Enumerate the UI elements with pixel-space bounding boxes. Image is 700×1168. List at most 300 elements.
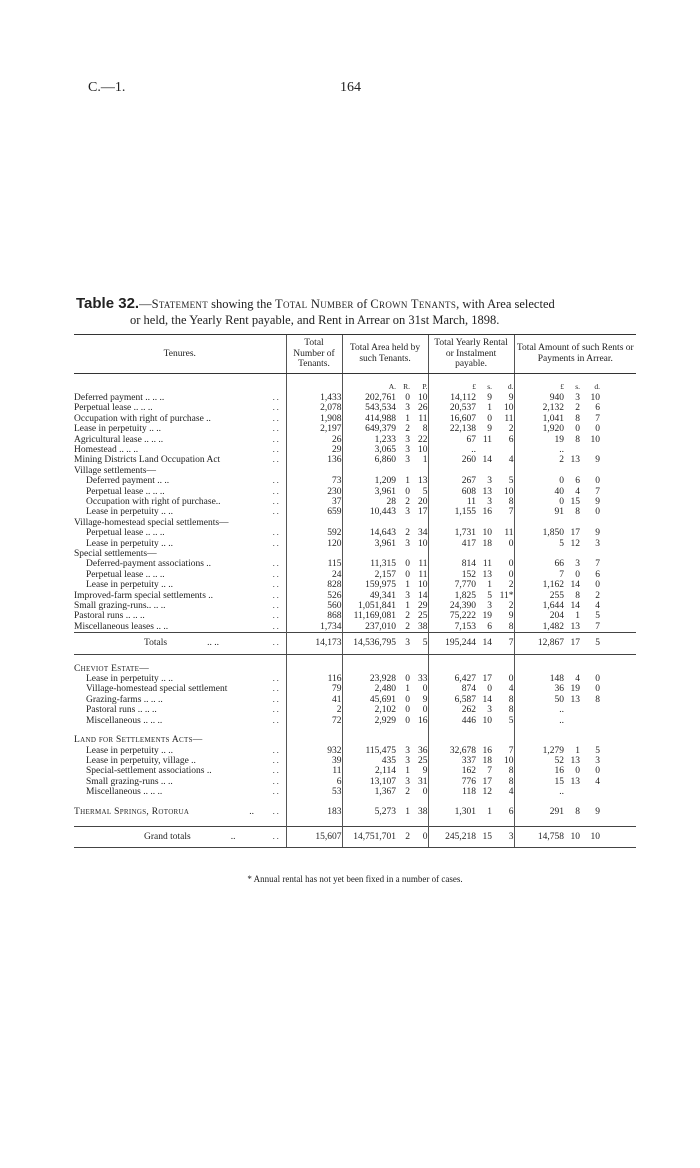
tenants-cell: 115 (286, 559, 342, 569)
leader-dots: . . (272, 755, 279, 765)
row-label: Village-homestead special settlements— (74, 517, 229, 528)
table-row (74, 705, 636, 715)
area-roods-cell: 2 (405, 424, 410, 435)
spacer-cell (266, 817, 286, 827)
spacer-cell (428, 817, 476, 827)
rental-pounds-cell: 608 (428, 487, 476, 497)
leader-dots: . . (272, 559, 279, 569)
arrear-pounds-cell: 40 (514, 487, 564, 497)
arrear-pence-cell: 0 (595, 674, 601, 685)
label-dots: .. (249, 806, 254, 817)
leader-dots: . . (272, 392, 279, 402)
rental-shillings-cell: 10 (482, 715, 493, 726)
spacer-cell (600, 674, 636, 684)
area-perches-cell: 16 (418, 715, 428, 726)
rental-pence-cell: 8 (508, 766, 514, 777)
leader-dots: . . (272, 674, 279, 684)
table-row (74, 695, 636, 705)
arrear-shillings-cell (564, 518, 580, 528)
section-heading-row (74, 466, 636, 476)
leader-dots: . . (272, 476, 279, 486)
arrear-pence-cell: 9 (595, 496, 601, 507)
rental-shillings-cell (476, 518, 492, 528)
rental-pounds-cell: 195,244 (428, 633, 476, 654)
arrear-shillings-cell: 4 (575, 486, 581, 497)
arrear-pounds-cell: 5 (514, 539, 564, 549)
rental-pounds-cell: 20,537 (428, 403, 476, 413)
arrear-shillings-cell: 13 (570, 755, 581, 766)
arrear-shillings-cell: 8 (575, 507, 581, 518)
section-heading-row (74, 735, 636, 745)
arrear-pence-cell: 7 (595, 621, 601, 632)
rental-shillings-cell: 11 (482, 559, 493, 570)
tenants-cell: 1,734 (286, 622, 342, 633)
arrear-pence-cell: 0 (595, 476, 601, 487)
area-roods-cell: 1 (405, 413, 410, 424)
leader-dots: . . (272, 745, 279, 755)
spacer-cell (74, 798, 266, 807)
leader-dots: . . (272, 528, 279, 538)
rental-pounds-cell: 16,607 (428, 414, 476, 424)
arrear-shillings-cell (564, 735, 580, 745)
section-heading-text: Thermal Springs, Rotorua (74, 806, 190, 817)
table-row (74, 787, 636, 797)
arrear-pence-cell (580, 716, 600, 726)
tenants-cell: 24 (286, 570, 342, 580)
row-label: Perpetual lease .. .. .. (74, 403, 153, 414)
area-roods-cell: 1 (405, 806, 410, 817)
rental-pounds-cell: 1,301 (428, 807, 476, 817)
leader-dots: . . (272, 766, 279, 776)
rental-shillings-cell: 16 (482, 745, 493, 756)
area-roods-cell: 0 (405, 674, 410, 685)
area-acres-cell (342, 549, 396, 559)
area-acres-cell: 237,010 (342, 622, 396, 633)
area-perches-cell: 25 (418, 611, 428, 622)
rental-shillings-cell: 15 (476, 826, 492, 847)
unit-perches: P. (422, 381, 428, 391)
rental-shillings-cell (476, 445, 492, 455)
leader-dots: . . (272, 715, 279, 725)
label-dots: .. (230, 831, 236, 842)
tenants-cell: 230 (286, 487, 342, 497)
arrear-pounds-cell: 16 (514, 766, 564, 776)
row-label: Grazing-farms .. .. .. (86, 694, 163, 705)
tenants-cell: 560 (286, 601, 342, 611)
leader-dots: . . (272, 486, 279, 496)
spacer-cell (600, 403, 636, 413)
rental-pence-cell: 11 (504, 413, 514, 424)
rental-shillings-cell: 3 (487, 476, 493, 487)
rental-pounds-cell: 6,587 (428, 695, 476, 705)
area-acres-cell: 14,643 (342, 528, 396, 538)
unit-acres: A. (342, 373, 396, 393)
arrear-pence-cell (580, 705, 600, 715)
area-perches-cell: 38 (418, 621, 428, 632)
unit-pence: d. (507, 381, 514, 391)
arrear-shillings-cell: 2 (575, 403, 581, 414)
arrear-shillings-cell: 8 (575, 806, 581, 817)
thermal-springs-row (74, 807, 636, 817)
rental-pence-cell (492, 445, 514, 455)
tenants-cell: 1,433 (286, 393, 342, 403)
rental-pence-cell: 10 (504, 755, 514, 766)
rental-pounds-cell: 14,112 (428, 393, 476, 403)
rental-pence-cell: 8 (508, 776, 514, 787)
row-label: Lease in perpetuity, village .. (86, 755, 196, 766)
tenants-cell: 592 (286, 528, 342, 538)
area-roods-cell: 0 (405, 705, 410, 716)
area-acres-cell: 13,107 (342, 777, 396, 787)
spacer-cell (410, 726, 428, 735)
tenants-cell: 79 (286, 684, 342, 694)
spacer-cell (396, 798, 410, 807)
arrear-pence-cell: 5 (595, 745, 601, 756)
arrear-pounds-cell: 1,644 (514, 601, 564, 611)
area-perches-cell: 5 (422, 486, 428, 497)
area-roods-cell: 3 (405, 745, 410, 756)
arrear-pounds-cell: 148 (514, 674, 564, 684)
table-row (74, 559, 636, 569)
rental-pence-cell: 5 (508, 476, 514, 487)
area-perches-cell: 26 (418, 403, 428, 414)
spacer-cell (396, 654, 410, 664)
spacer-cell (600, 393, 636, 403)
arrear-pence-cell: 9 (595, 806, 601, 817)
spacer-cell (600, 807, 636, 817)
rental-shillings-cell: 5 (487, 590, 493, 601)
arrear-pence-cell: 4 (595, 601, 601, 612)
title-total-number: Total Number (275, 297, 354, 311)
area-acres-cell: 435 (342, 756, 396, 766)
area-acres-cell: 14,751,701 (342, 826, 396, 847)
tenants-cell (286, 735, 342, 745)
leader-dots: . . (272, 806, 279, 816)
area-roods-cell (396, 549, 410, 559)
rental-pence-cell: 0 (508, 569, 514, 580)
rental-pounds-cell: 814 (428, 559, 476, 569)
arrear-pounds-cell: 52 (514, 756, 564, 766)
arrear-pounds-cell: .. (514, 716, 564, 726)
area-roods-cell: 3 (405, 403, 410, 414)
leader-dots: . . (272, 413, 279, 423)
arrear-shillings-cell: 13 (570, 776, 581, 787)
arrear-pence-cell: 0 (595, 684, 601, 695)
row-label: Special-settlement associations .. (86, 766, 212, 777)
rental-pence-cell: 0 (508, 538, 514, 549)
table-row (74, 476, 636, 486)
arrear-pounds-cell: 1,041 (514, 414, 564, 424)
rental-pence-cell: 4 (508, 684, 514, 695)
spacer-cell (564, 654, 580, 664)
arrear-pence-cell (580, 445, 600, 455)
unit-roods: R. (403, 381, 410, 391)
rental-shillings-cell: 14 (476, 633, 492, 654)
rental-pence-cell: 0 (508, 674, 514, 685)
rental-pounds-cell: 267 (428, 476, 476, 486)
leader-dots (266, 664, 286, 674)
arrear-pounds-cell: 12,867 (514, 633, 564, 654)
spacer-cell (600, 766, 636, 776)
arrear-shillings-cell: 17 (564, 633, 580, 654)
spacer-cell (600, 746, 636, 756)
table-row (74, 497, 636, 507)
arrear-shillings-cell (564, 445, 580, 455)
tenants-cell: 41 (286, 695, 342, 705)
area-perches-cell (410, 466, 428, 476)
arrear-pence-cell: 0 (595, 766, 601, 777)
area-perches-cell: 33 (418, 674, 428, 685)
table-row (74, 414, 636, 424)
tenants-cell: 26 (286, 435, 342, 445)
arrear-pence-cell: 6 (595, 403, 601, 414)
arrear-shillings-cell: 13 (570, 694, 581, 705)
arrear-shillings-cell (564, 716, 580, 726)
rental-shillings-cell (476, 466, 492, 476)
rental-pence-cell: 7 (508, 507, 514, 518)
row-label: Lease in perpetuity .. .. (74, 424, 162, 435)
spacer-cell (286, 654, 342, 664)
section-heading-row (74, 549, 636, 559)
area-roods-cell: 3 (396, 633, 410, 654)
section-heading-text: Cheviot Estate— (74, 663, 150, 674)
rental-pence-cell: 9 (508, 611, 514, 622)
column-header-arrear: Total Amount of such Rents or Payments in Arrear. (514, 335, 636, 374)
leader-dots: . . (272, 787, 279, 797)
arrear-pounds-cell: 91 (514, 507, 564, 517)
area-roods-cell: 1 (405, 580, 410, 591)
table-header-row (74, 335, 636, 374)
row-label: Perpetual lease .. .. .. (86, 569, 165, 580)
table-row (74, 528, 636, 538)
rental-shillings-cell: 1 (487, 580, 493, 591)
rental-shillings-cell: 12 (482, 787, 493, 798)
area-perches-cell: 11 (418, 413, 428, 424)
rental-pence-cell: 6 (508, 806, 514, 817)
area-acres-cell (342, 466, 396, 476)
row-label: Occupation with right of purchase .. (74, 413, 211, 424)
area-perches-cell: 9 (422, 694, 428, 705)
rental-pence-cell: 0 (508, 559, 514, 570)
arrear-pounds-cell: 2 (514, 455, 564, 465)
arrear-shillings-cell: 0 (575, 424, 581, 435)
area-acres-cell: 3,961 (342, 539, 396, 549)
arrear-pounds-cell (514, 664, 564, 674)
area-acres-cell: 1,209 (342, 476, 396, 486)
arrear-pence-cell: 0 (595, 507, 601, 518)
spacer-cell (492, 726, 514, 735)
area-roods-cell: 3 (405, 444, 410, 455)
rental-shillings-cell: 16 (482, 507, 493, 518)
spacer-cell (564, 817, 580, 827)
arrear-pence-cell (580, 787, 600, 797)
row-label: Lease in perpetuity .. .. (86, 580, 174, 591)
totals-row (74, 633, 636, 654)
arrear-shillings-cell: 14 (570, 601, 581, 612)
spacer-cell (266, 726, 286, 735)
area-perches-cell: 38 (418, 806, 428, 817)
title-text: of (353, 297, 371, 311)
spacer-cell (514, 798, 564, 807)
title-text: showing the (208, 297, 276, 311)
spacer-cell (600, 611, 636, 621)
area-roods-cell: 2 (405, 611, 410, 622)
tenants-cell: 136 (286, 455, 342, 465)
spacer-cell (600, 654, 636, 664)
spacer-cell (600, 817, 636, 827)
tenants-cell: 73 (286, 476, 342, 486)
row-label: Pastoral runs .. .. .. (74, 611, 145, 622)
spacer-cell (600, 497, 636, 507)
spacer-cell (600, 539, 636, 549)
arrear-pence-cell: 5 (595, 611, 601, 622)
spacer-cell (492, 817, 514, 827)
table-row (74, 580, 636, 590)
spacer-cell (342, 798, 396, 807)
rental-pence-cell (492, 664, 514, 674)
spacer-cell (580, 817, 600, 827)
rental-shillings-cell: 3 (487, 601, 493, 612)
table-row (74, 777, 636, 787)
arrear-pence-cell (580, 735, 600, 745)
area-roods-cell: 3 (405, 776, 410, 787)
leader-dots: . . (266, 826, 286, 847)
area-roods-cell: 3 (405, 590, 410, 601)
area-roods-cell: 0 (405, 694, 410, 705)
rental-pounds-cell (428, 518, 476, 528)
area-perches-cell (410, 549, 428, 559)
spacer-cell (286, 817, 342, 827)
row-label: Perpetual lease .. .. .. (86, 528, 165, 539)
rental-shillings-cell: 1 (487, 403, 493, 414)
spacer-cell (428, 726, 476, 735)
area-perches-cell (410, 735, 428, 745)
units-row (74, 373, 636, 393)
rental-pounds-cell (428, 549, 476, 559)
table-row (74, 746, 636, 756)
arrear-pence-cell: 7 (595, 559, 601, 570)
spacer-cell (564, 798, 580, 807)
table-row (74, 674, 636, 684)
column-header-tenants: Total Number of Tenants. (286, 335, 342, 374)
area-perches-cell: 36 (418, 745, 428, 756)
rental-pence-cell: 7 (492, 633, 514, 654)
spacer-cell (514, 817, 564, 827)
rental-pounds-cell: 11 (428, 497, 476, 507)
arrear-pence-cell: 10 (590, 392, 601, 403)
row-label (74, 633, 266, 654)
spacer-cell (600, 684, 636, 694)
area-acres-cell: 45,691 (342, 695, 396, 705)
spacer-row (74, 817, 636, 827)
rental-pence-cell: 8 (508, 705, 514, 716)
arrear-shillings-cell: 13 (570, 455, 581, 466)
area-perches-cell: 14 (418, 590, 428, 601)
row-label: Small grazing-runs .. .. (86, 776, 173, 787)
arrear-pounds-cell: 36 (514, 684, 564, 694)
spacer-cell (564, 726, 580, 735)
rental-shillings-cell: 18 (482, 755, 493, 766)
area-perches-cell: 10 (418, 538, 428, 549)
row-label: Lease in perpetuity .. .. (86, 745, 174, 756)
row-label: Occupation with right of purchase.. (86, 496, 221, 507)
table-title-line-2: or held, the Yearly Rent payable, and Rent in Arrear on 31st March, 1898. (130, 313, 500, 327)
tenants-cell: 120 (286, 539, 342, 549)
area-acres-cell: 2,929 (342, 716, 396, 726)
rental-shillings-cell: 0 (487, 684, 493, 695)
spacer-cell (410, 798, 428, 807)
unit-pounds: £ (428, 373, 476, 393)
rental-pounds-cell: 1,155 (428, 507, 476, 517)
arrear-pence-cell: 0 (595, 580, 601, 591)
rental-shillings-cell (476, 664, 492, 674)
rental-pence-cell: 4 (508, 787, 514, 798)
arrear-shillings-cell: 1 (575, 611, 581, 622)
rental-pence-cell: 2 (508, 601, 514, 612)
area-roods-cell: 2 (405, 496, 410, 507)
rental-shillings-cell: 13 (482, 486, 493, 497)
arrear-pence-cell (580, 466, 600, 476)
arrear-shillings-cell: 15 (570, 496, 581, 507)
arrear-pence-cell (580, 664, 600, 674)
arrear-pounds-cell (514, 466, 564, 476)
arrear-shillings-cell: 6 (575, 476, 581, 487)
area-acres-cell: 10,443 (342, 507, 396, 517)
spacer-cell (580, 798, 600, 807)
arrear-shillings-cell (564, 549, 580, 559)
spacer-cell (600, 549, 636, 559)
row-label: Deferred payment .. .. .. (74, 392, 165, 403)
leader-dots: . . (272, 621, 279, 631)
spacer-cell (342, 817, 396, 827)
tenants-cell: 2,078 (286, 403, 342, 413)
area-roods-cell: 2 (405, 528, 410, 539)
arrear-shillings-cell: 10 (564, 826, 580, 847)
rental-pence-cell (492, 466, 514, 476)
rental-pence-cell: 10 (504, 403, 514, 414)
rental-pounds-cell: 1,825 (428, 591, 476, 601)
table-row (74, 570, 636, 580)
area-roods-cell: 0 (405, 392, 410, 403)
area-roods-cell: 1 (405, 684, 410, 695)
rental-shillings-cell: 3 (487, 705, 493, 716)
leader-dots: . . (272, 538, 279, 548)
row-label: Pastoral runs .. .. .. (86, 705, 157, 716)
spacer-cell (600, 622, 636, 633)
arrear-shillings-cell (564, 787, 580, 797)
tenants-table (74, 334, 636, 848)
rental-shillings-cell (476, 735, 492, 745)
area-roods-cell: 2 (405, 787, 410, 798)
tenants-cell: 659 (286, 507, 342, 517)
area-acres-cell: 3,961 (342, 487, 396, 497)
spacer-cell (74, 817, 266, 827)
spacer-cell (342, 654, 396, 664)
rental-pounds-cell: 776 (428, 777, 476, 787)
arrear-pence-cell (580, 518, 600, 528)
table-row (74, 487, 636, 497)
arrear-pounds-cell: 50 (514, 695, 564, 705)
spacer-cell (514, 726, 564, 735)
arrear-shillings-cell: 0 (575, 766, 581, 777)
row-label: Deferred payment .. .. (86, 476, 170, 487)
spacer-cell (600, 664, 636, 674)
row-label: Village-homestead special settlement (86, 684, 228, 695)
spacer-cell (410, 654, 428, 664)
leader-dots: . . (272, 455, 279, 465)
arrear-pence-cell: 3 (595, 538, 601, 549)
arrear-shillings-cell: 4 (575, 674, 581, 685)
